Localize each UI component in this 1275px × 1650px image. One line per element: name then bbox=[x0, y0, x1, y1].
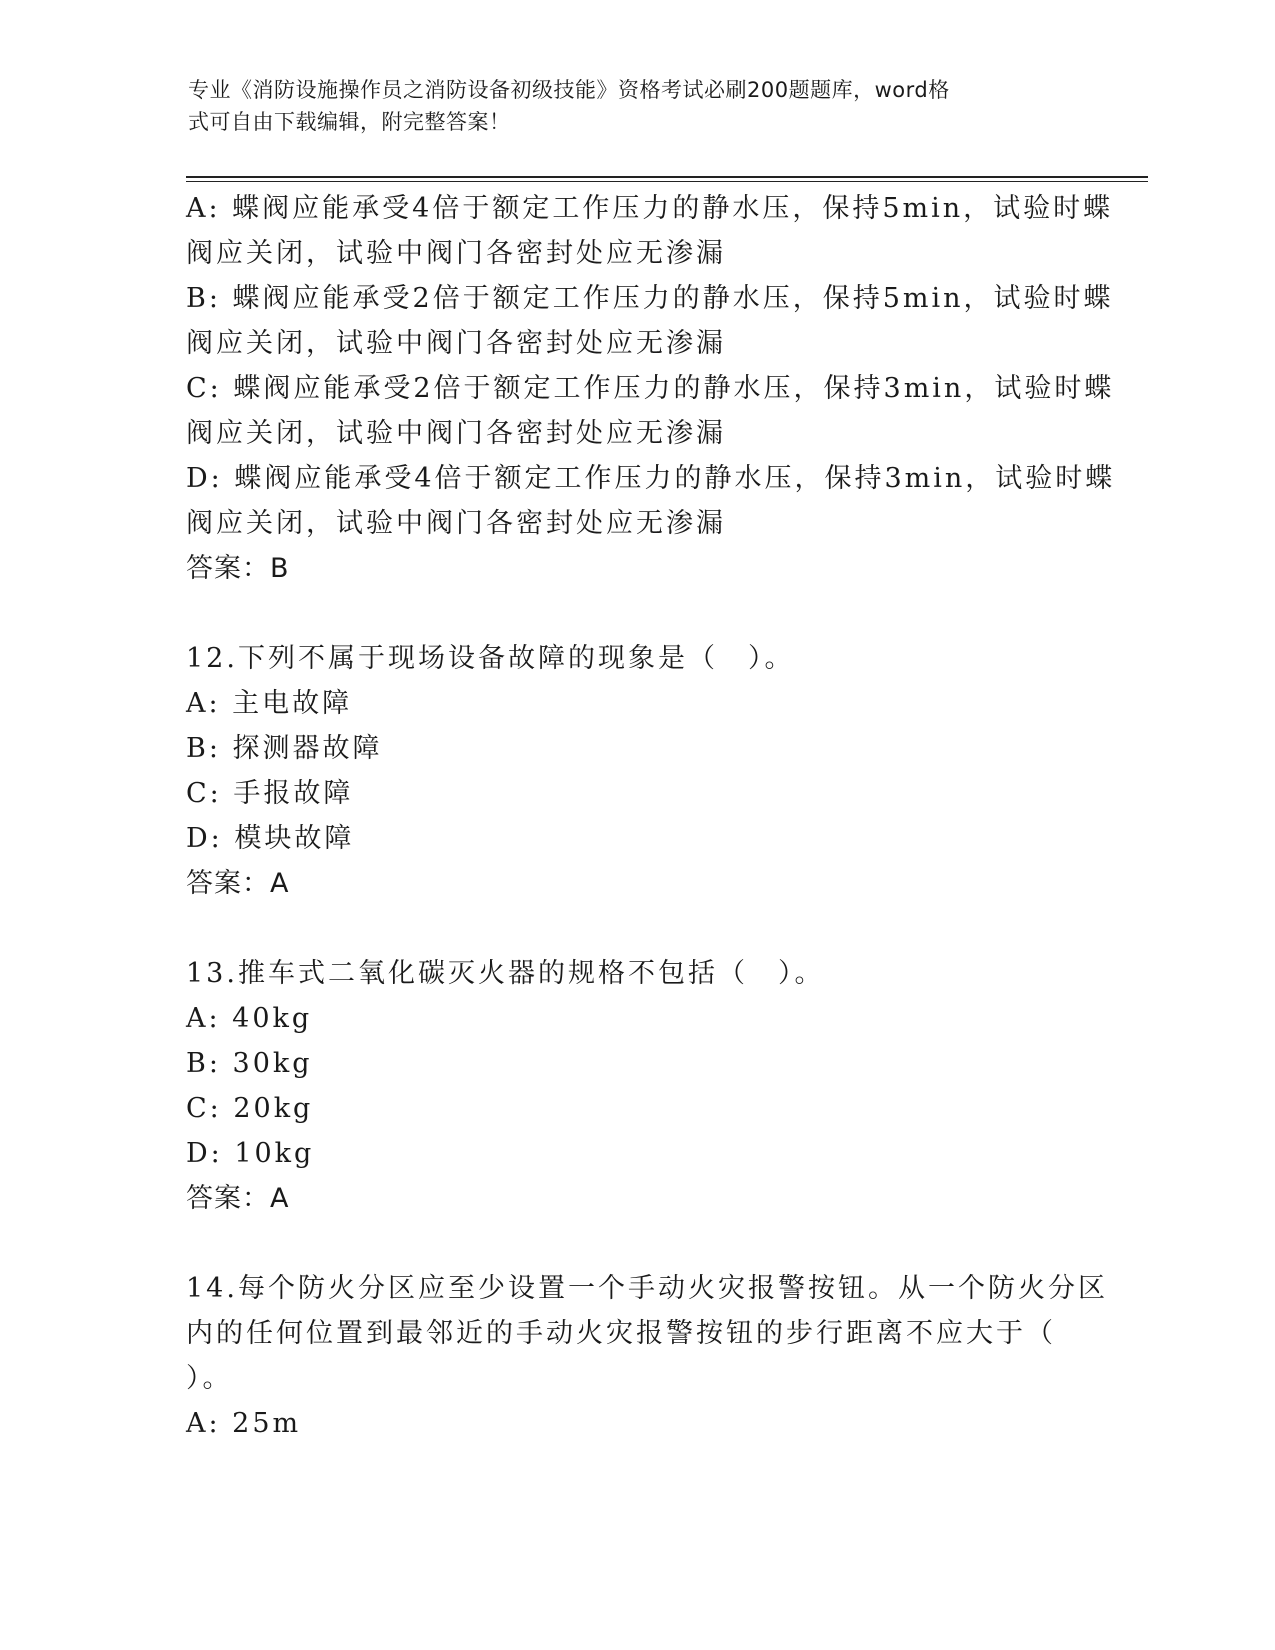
option-c: C: 20kg bbox=[186, 1093, 314, 1124]
question-13 bbox=[186, 951, 1086, 1221]
option-d: D: 10kg bbox=[186, 1138, 315, 1169]
question-content bbox=[186, 186, 1116, 1446]
answer: 答案：B bbox=[186, 553, 290, 584]
question-text: 12.下列不属于现场设备故障的现象是（ ）。 bbox=[186, 643, 795, 674]
option-a: A: 25m bbox=[186, 1408, 302, 1439]
question-text-line-3: ）。 bbox=[186, 1363, 233, 1394]
option-a-line-2: 阀应关闭，试验中阀门各密封处应无渗漏 bbox=[186, 238, 726, 269]
answer: 答案：A bbox=[186, 1183, 290, 1214]
header-line-2: 式可自由下载编辑，附完整答案！ bbox=[188, 110, 511, 134]
question-text-line-2: 内的任何位置到最邻近的手动火灾报警按钮的步行距离不应大于（ bbox=[186, 1318, 1056, 1349]
question-text-line-1: 14.每个防火分区应至少设置一个手动火灾报警按钮。从一个防火分区 bbox=[186, 1273, 1108, 1304]
option-b-line-1: B: 蝶阀应能承受2倍于额定工作压力的静水压，保持5min，试验时蝶 bbox=[186, 283, 1114, 314]
option-d-line-1: D: 蝶阀应能承受4倍于额定工作压力的静水压，保持3min，试验时蝶 bbox=[186, 463, 1116, 494]
option-c: C: 手报故障 bbox=[186, 778, 354, 809]
answer: 答案：A bbox=[186, 868, 290, 899]
option-a: A: 40kg bbox=[186, 1003, 313, 1034]
spacer bbox=[186, 1221, 1086, 1266]
spacer bbox=[186, 591, 1086, 636]
question-14 bbox=[186, 1266, 1108, 1446]
document-header bbox=[188, 74, 1068, 138]
spacer bbox=[186, 906, 1086, 951]
option-c-line-1: C: 蝶阀应能承受2倍于额定工作压力的静水压，保持3min，试验时蝶 bbox=[186, 373, 1115, 404]
option-b-line-2: 阀应关闭，试验中阀门各密封处应无渗漏 bbox=[186, 328, 726, 359]
option-b: B: 30kg bbox=[186, 1048, 313, 1079]
option-a: A: 主电故障 bbox=[186, 688, 353, 719]
option-d-line-2: 阀应关闭，试验中阀门各密封处应无渗漏 bbox=[186, 508, 726, 539]
header-line-1: 专业《消防设施操作员之消防设备初级技能》资格考试必刷200题题库，word格 bbox=[188, 78, 950, 102]
header-divider-thick bbox=[186, 176, 1148, 178]
question-11 bbox=[186, 186, 1116, 591]
option-d: D: 模块故障 bbox=[186, 823, 355, 854]
header-divider-thin bbox=[186, 181, 1148, 182]
option-b: B: 探测器故障 bbox=[186, 733, 383, 764]
question-12 bbox=[186, 636, 1086, 906]
option-a-line-1: A: 蝶阀应能承受4倍于额定工作压力的静水压，保持5min，试验时蝶 bbox=[186, 193, 1114, 224]
option-c-line-2: 阀应关闭，试验中阀门各密封处应无渗漏 bbox=[186, 418, 726, 449]
question-text: 13.推车式二氧化碳灭火器的规格不包括（ ）。 bbox=[186, 958, 825, 989]
